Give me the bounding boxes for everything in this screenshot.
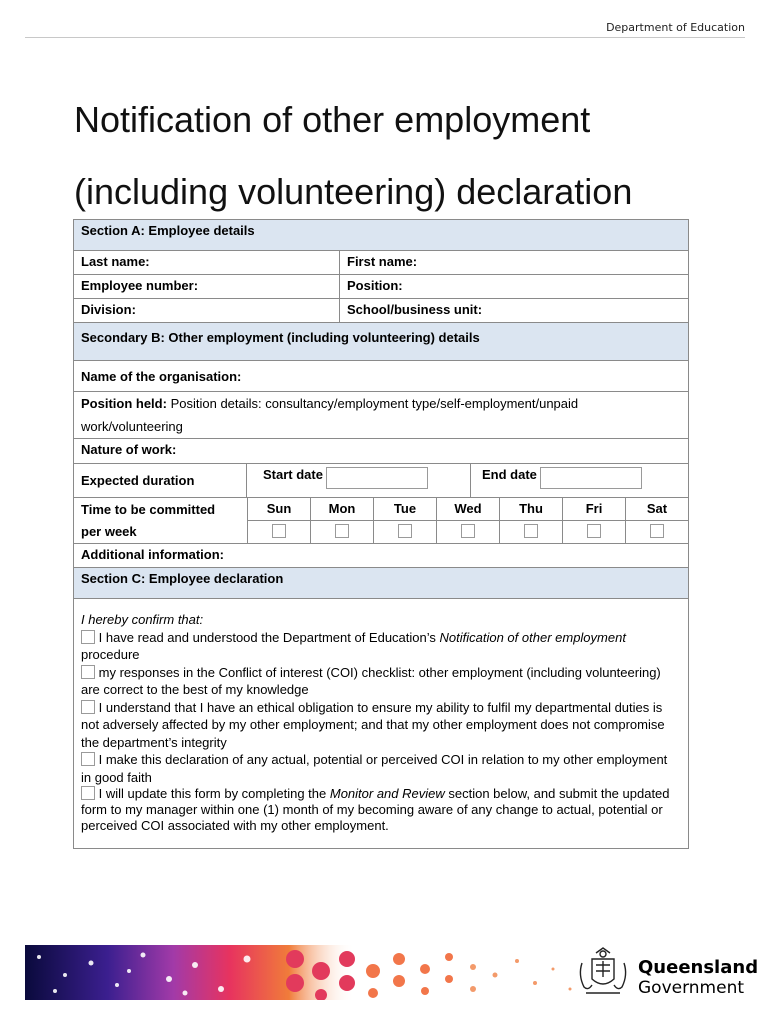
day-wed [436,498,499,543]
day-label: Tue [374,498,436,521]
declaration-item-3 [81,699,681,752]
day-mon [310,498,373,543]
day-label: Sun [248,498,310,521]
time-committed-label [74,498,247,543]
thu-checkbox[interactable] [524,524,538,538]
declaration-item-1 [81,629,681,664]
sun-checkbox[interactable] [272,524,286,538]
item5-emphasis: Monitor and Review [329,786,445,801]
item1-text: I have read and understood the Department of Education’s [98,629,440,645]
item1-emphasis: Notification of other employment [439,629,626,645]
day-sun [247,498,310,543]
time-committed-line-2: per week [81,524,137,539]
title-line-2: (including volunteering) declaration [74,171,633,212]
tue-checkbox[interactable] [398,524,412,538]
section-a-heading: Section A: Employee details [74,220,688,251]
declaration-checkbox-5[interactable] [81,786,95,800]
mon-checkbox[interactable] [335,524,349,538]
declaration-item-4 [81,751,681,786]
item2-text: my responses in the Conflict of interest (COI) checklist: other employment (including volunteering) are correct to the best of my knowledge [81,664,661,697]
day-thu [499,498,562,543]
item4-text: I make this declaration of any actual, potential or perceived COI in relation to my other employment in good faith [81,752,668,785]
title-line-1: Notification of other employment [74,99,591,140]
position-held-text-2: work/volunteering [81,419,183,434]
day-label: Sat [626,498,688,521]
position-held-text: Position details: consultancy/employment type/self-employment/unpaid [170,396,579,411]
declaration-checkbox-4[interactable] [81,752,95,766]
coat-of-arms-icon [574,945,632,1003]
day-label: Mon [311,498,373,521]
position-held-field[interactable] [74,392,585,438]
expected-duration-label: Expected duration [74,464,247,497]
declaration-item-5 [81,786,681,834]
header-divider [25,37,745,38]
day-label: Fri [563,498,625,521]
start-date-label: Start date [263,467,323,482]
end-date-input[interactable] [540,467,642,489]
additional-info-field[interactable]: Additional information: [81,547,224,562]
declaration-item-2 [81,664,681,699]
declaration-form [73,219,689,849]
item3-text: I understand that I have an ethical obligation to ensure my ability to fulfil my departmental duties is not adversely affected by my other employment; and that my other employment does not compromise the department’s integrity [81,699,665,750]
organisation-name-field[interactable]: Name of the organisation: [81,368,242,384]
declaration-checkbox-1[interactable] [81,630,95,644]
sat-checkbox[interactable] [650,524,664,538]
government-wordmark: Government [638,978,745,998]
item5-text-end: section below, and submit the updated form to my manager within one (1) month of my becoming aware of any change to actual, potential or perceived COI associated with my other employment. [81,786,670,833]
school-unit-field[interactable]: School/business unit: [347,302,483,317]
day-label: Thu [500,498,562,521]
item5-text: I will update this form by completing the [98,786,330,801]
fri-checkbox[interactable] [587,524,601,538]
wed-checkbox[interactable] [461,524,475,538]
days-of-week [247,498,688,543]
section-b-heading: Secondary B: Other employment (including volunteering) details [74,323,688,361]
declaration-checkbox-2[interactable] [81,665,95,679]
time-committed-line-1: Time to be committed [81,502,216,517]
queensland-wordmark: Queensland [638,957,759,978]
declaration-intro: I hereby confirm that: [81,612,204,627]
last-name-field[interactable]: Last name: [74,251,340,274]
employee-number-field[interactable]: Employee number: [74,275,340,298]
division-field[interactable]: Division: [74,299,340,322]
queensland-government-logo [574,945,759,1003]
page-title [74,84,714,228]
day-tue [373,498,436,543]
date-divider [470,464,471,497]
position-held-label: Position held: [81,396,167,411]
decorative-dot-banner [25,945,585,1000]
first-name-field[interactable]: First name: [347,254,418,269]
start-date-input[interactable] [326,467,428,489]
item1-text-end: procedure [81,647,140,662]
day-label: Wed [437,498,499,521]
department-name: Department of Education [606,21,745,34]
declaration-body [74,599,688,848]
end-date-label: End date [482,467,537,482]
declaration-checkbox-3[interactable] [81,700,95,714]
day-fri [562,498,625,543]
nature-of-work-field[interactable]: Nature of work: [81,442,177,457]
day-sat [625,498,688,543]
position-field[interactable]: Position: [347,278,403,293]
section-c-heading: Section C: Employee declaration [74,568,688,599]
